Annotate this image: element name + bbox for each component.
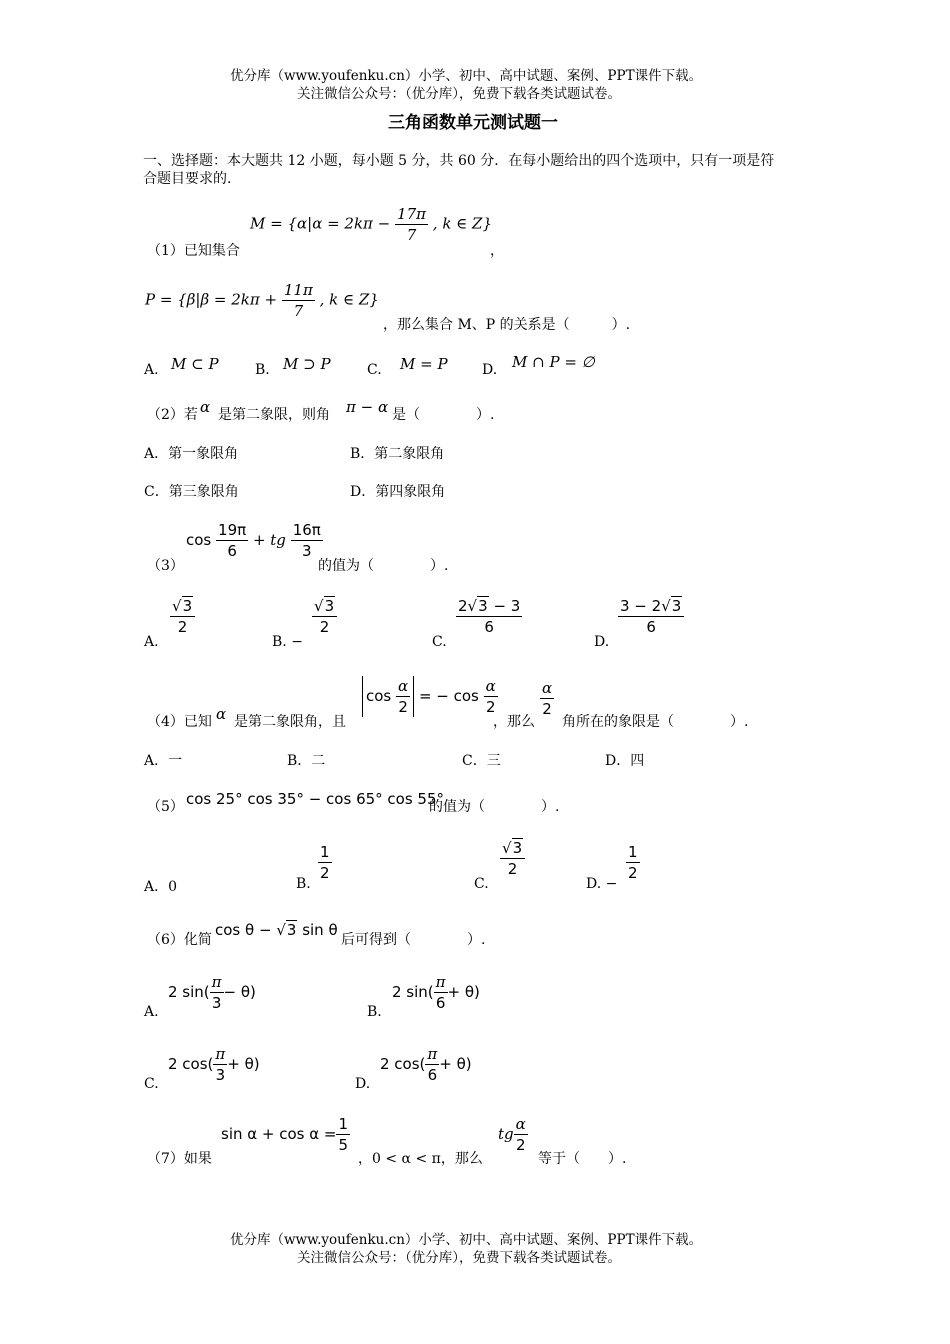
q3-label: （3） bbox=[147, 558, 184, 574]
q1-option-d: M ∩ P = ∅ bbox=[512, 353, 595, 371]
q4-condition bbox=[362, 676, 498, 717]
q6-option-c-label: C. bbox=[144, 1076, 159, 1092]
q1-set-p-lhs: P = {β|β = 2kπ + bbox=[145, 290, 278, 309]
q6-option-c-den: 3 bbox=[215, 1066, 226, 1084]
q2-alpha: α bbox=[200, 398, 211, 416]
q3-option-b-sqrt: √3 bbox=[314, 597, 335, 615]
q3-option-d-radicand: 3 bbox=[671, 597, 682, 615]
footer-line-1: 优分库（www.youfenku.cn）小学、初中、高中试题、案例、PPT课件下载。 bbox=[230, 1232, 703, 1248]
q6-option-d bbox=[380, 1044, 472, 1085]
q4-label: （4）已知 bbox=[147, 714, 212, 730]
q5-option-b bbox=[318, 842, 332, 883]
q6-option-d-frac bbox=[425, 1044, 439, 1085]
q3-option-b-radicand: 3 bbox=[324, 597, 335, 615]
q5-option-c-label: C. bbox=[474, 876, 489, 892]
q1-set-m-frac bbox=[395, 204, 428, 245]
q4-frac-1-num: α bbox=[398, 677, 409, 695]
q5-option-c-radicand: 3 bbox=[512, 839, 523, 857]
q6-option-c-frac bbox=[213, 1044, 227, 1085]
q5-option-d bbox=[626, 842, 640, 883]
q3-option-c-radicand: 3 bbox=[478, 597, 488, 615]
page-title: 三角函数单元测试题一 bbox=[388, 113, 558, 133]
q7-cond: ，0 < α < π，那么 bbox=[358, 1151, 483, 1167]
q6-sqrt: √3 bbox=[276, 921, 297, 939]
q6-option-b bbox=[392, 972, 480, 1013]
q5-option-d-num: 1 bbox=[628, 843, 638, 861]
q2-option-d: D．第四象限角 bbox=[350, 484, 446, 500]
q6-option-b-frac bbox=[434, 972, 448, 1013]
q6-expr-post: sin θ bbox=[302, 921, 338, 939]
q5-label: （5） bbox=[147, 799, 184, 815]
q3-option-b bbox=[312, 596, 337, 637]
q1-comma: ， bbox=[490, 243, 504, 259]
q3-option-b-den: 2 bbox=[319, 618, 330, 636]
q2-expr: π − α bbox=[346, 398, 389, 416]
q2-option-b: B．第二象限角 bbox=[350, 446, 445, 462]
q4-frac-2-den: 2 bbox=[485, 698, 496, 716]
q6-option-b-label: B. bbox=[367, 1004, 382, 1020]
q3-option-a-radicand: 3 bbox=[182, 597, 193, 615]
q7-tg-frac-den: 2 bbox=[515, 1136, 526, 1154]
q1-option-b: M ⊃ P bbox=[283, 355, 331, 373]
q5-option-b-num: 1 bbox=[320, 843, 330, 861]
q3-option-d-sqrt: √3 bbox=[661, 597, 682, 615]
q3-option-c-frac bbox=[456, 596, 522, 637]
q1-option-a-label: A. bbox=[144, 362, 159, 378]
q3-option-a-num bbox=[170, 596, 195, 617]
q7-tg-frac-num: α bbox=[515, 1115, 526, 1133]
q3-frac-1 bbox=[216, 520, 248, 561]
q3-option-c-num bbox=[456, 596, 522, 617]
q5-option-c-frac bbox=[500, 838, 525, 879]
q3-option-d bbox=[618, 596, 684, 637]
q6-option-d-num: π bbox=[427, 1045, 438, 1063]
section-intro-2: 合题目要求的. bbox=[143, 171, 232, 187]
q6-option-b-post: + θ) bbox=[447, 983, 480, 1001]
q3-frac-2-num: 16π bbox=[292, 521, 321, 539]
q6-tail: 后可得到（ ）. bbox=[341, 932, 486, 948]
q3-option-d-den: 6 bbox=[646, 618, 656, 636]
q3-option-d-label: D. bbox=[594, 634, 610, 650]
q7-expr-text: sin α + cos α = bbox=[221, 1125, 337, 1143]
q6-option-a-num: π bbox=[211, 973, 222, 991]
q6-option-c-pre: 2 cos( bbox=[168, 1055, 214, 1073]
q5-option-d-label: D. − bbox=[586, 876, 618, 892]
q3-option-a-label: A. bbox=[144, 634, 159, 650]
q7-label: （7）如果 bbox=[147, 1151, 212, 1167]
q6-option-b-num: π bbox=[435, 973, 446, 991]
q6-expr bbox=[215, 921, 338, 939]
q1-option-c-label: C. bbox=[367, 362, 382, 378]
q5-tail: 的值为（ ）. bbox=[429, 799, 560, 815]
q3-option-d-num bbox=[618, 596, 684, 617]
q1-set-m-rhs: , k ∈ Z} bbox=[432, 214, 493, 233]
q3-option-a bbox=[170, 596, 195, 637]
q3-option-a-den: 2 bbox=[177, 618, 188, 636]
q4-tail: 角所在的象限是（ ）. bbox=[562, 714, 749, 730]
q4-frac-2-num: α bbox=[485, 677, 496, 695]
q4-eq: = − cos bbox=[418, 687, 479, 705]
q4-frac-3 bbox=[540, 678, 554, 719]
q4-option-d: D．四 bbox=[605, 753, 645, 769]
q1-option-b-label: B. bbox=[255, 362, 270, 378]
q5-option-b-frac bbox=[318, 842, 332, 883]
q7-frac-num: 1 bbox=[338, 1115, 349, 1133]
q3-option-c-den: 6 bbox=[484, 618, 494, 636]
q6-option-d-label: D. bbox=[355, 1076, 371, 1092]
q4-frac-1-den: 2 bbox=[398, 698, 408, 716]
q3-option-b-frac bbox=[312, 596, 337, 637]
q1-set-m-num: 17π bbox=[397, 205, 426, 223]
q1-set-p-den: 7 bbox=[293, 302, 304, 320]
q5-option-d-den: 2 bbox=[628, 864, 638, 882]
q5-option-c bbox=[500, 838, 525, 879]
q6-option-a-frac bbox=[210, 972, 224, 1013]
footer-line-2: 关注微信公众号：（优分库），免费下载各类试题试卷。 bbox=[297, 1250, 621, 1266]
q6-option-d-pre: 2 cos( bbox=[380, 1055, 426, 1073]
q1-set-m-lhs: M = {α|α = 2kπ − bbox=[250, 214, 391, 233]
q4-cos: cos bbox=[366, 687, 392, 705]
q7-tail: 等于（ ）. bbox=[538, 1151, 627, 1167]
q4-abs-bars bbox=[362, 676, 414, 717]
q2-label: （2）若 bbox=[147, 407, 198, 423]
q2-option-a: A．第一象限角 bbox=[144, 446, 239, 462]
q6-option-a-post: − θ) bbox=[223, 983, 256, 1001]
q1-option-d-label: D. bbox=[482, 362, 498, 378]
q7-tg: tg bbox=[498, 1125, 514, 1143]
q6-option-c-num: π bbox=[215, 1045, 226, 1063]
q3-frac-1-num: 19π bbox=[218, 521, 247, 539]
q1-set-m bbox=[250, 204, 492, 245]
q1-option-c: M = P bbox=[400, 355, 448, 373]
q1-option-a: M ⊂ P bbox=[171, 355, 219, 373]
q3-tail: 的值为（ ）. bbox=[318, 558, 449, 574]
q7-tg-frac bbox=[514, 1114, 528, 1155]
q3-option-d-frac bbox=[618, 596, 684, 637]
q3-option-b-num bbox=[312, 596, 337, 617]
q1-set-p bbox=[145, 280, 379, 321]
q2-option-c: C．第三象限角 bbox=[144, 484, 239, 500]
q1-label: （1）已知集合 bbox=[147, 243, 240, 259]
q3-option-a-sqrt: √3 bbox=[172, 597, 193, 615]
q3-cos: cos bbox=[186, 531, 212, 549]
q1-tail: ，那么集合 M、P 的关系是（ ）. bbox=[383, 317, 631, 333]
q5-option-c-sqrt: √3 bbox=[502, 839, 523, 857]
header-line-2: 关注微信公众号：（优分库），免费下载各类试题试卷。 bbox=[297, 86, 621, 102]
q1-set-m-den: 7 bbox=[406, 226, 417, 244]
header-line-1: 优分库（www.youfenku.cn）小学、初中、高中试题、案例、PPT课件下载。 bbox=[230, 68, 703, 84]
q6-option-a bbox=[168, 972, 256, 1013]
q3-frac-2-den: 3 bbox=[301, 542, 312, 560]
q3-tg: + tg bbox=[252, 531, 286, 549]
q5-option-b-label: B. bbox=[296, 876, 311, 892]
q4-half-alpha bbox=[540, 678, 554, 719]
q3-option-b-label: B. − bbox=[272, 634, 303, 650]
q3-option-c-num-post: − 3 bbox=[493, 597, 521, 615]
q2-tail: 是（ ）. bbox=[392, 407, 495, 423]
q2-mid: 是第二象限，则角 bbox=[218, 407, 330, 423]
q5-option-b-den: 2 bbox=[320, 864, 330, 882]
q4-option-a: A．一 bbox=[144, 753, 183, 769]
q3-option-d-num-pre: 3 − 2 bbox=[620, 597, 662, 615]
q4-option-b: B．二 bbox=[287, 753, 326, 769]
q6-option-d-post: + θ) bbox=[439, 1055, 472, 1073]
q6-option-c-post: + θ) bbox=[227, 1055, 260, 1073]
q4-then: ，那么 bbox=[493, 714, 535, 730]
q1-set-p-rhs: , k ∈ Z} bbox=[319, 290, 379, 309]
q3-option-c-sqrt: √3 bbox=[467, 597, 488, 615]
q5-option-a: A．0 bbox=[144, 879, 178, 895]
q7-frac bbox=[336, 1114, 350, 1155]
q3-option-c-label: C. bbox=[432, 634, 447, 650]
q4-frac-3-den: 2 bbox=[542, 700, 552, 718]
q4-alpha: α bbox=[216, 705, 227, 723]
q6-option-b-den: 6 bbox=[435, 994, 446, 1012]
q5-option-c-num bbox=[500, 838, 525, 859]
q6-expr-pre: cos θ − bbox=[215, 921, 272, 939]
q4-mid: 是第二象限角，且 bbox=[234, 714, 346, 730]
q7-tg-expr bbox=[498, 1114, 528, 1155]
q5-option-c-den: 2 bbox=[507, 860, 518, 878]
q6-option-c bbox=[168, 1044, 260, 1085]
q6-option-a-pre: 2 sin( bbox=[168, 983, 210, 1001]
q4-frac-1 bbox=[396, 676, 410, 717]
section-intro-1: 一、选择题：本大题共 12 小题，每小题 5 分，共 60 分．在每小题给出的四个选项中，只有一项是符 bbox=[143, 153, 775, 169]
q3-option-c-num-pre: 2 bbox=[458, 597, 468, 615]
q1-set-p-num: 11π bbox=[283, 281, 313, 299]
q3-expr bbox=[186, 520, 323, 561]
q6-option-a-den: 3 bbox=[211, 994, 222, 1012]
q7-frac-den: 5 bbox=[338, 1136, 349, 1154]
q1-set-p-frac bbox=[282, 280, 315, 321]
q6-option-a-label: A. bbox=[144, 1004, 159, 1020]
q5-expr: cos 25° cos 35° − cos 65° cos 55° bbox=[186, 790, 445, 808]
q3-option-c bbox=[456, 596, 522, 637]
q6-radicand: 3 bbox=[286, 921, 297, 939]
q3-option-a-frac bbox=[170, 596, 195, 637]
q6-option-d-den: 6 bbox=[427, 1066, 438, 1084]
q3-frac-1-den: 6 bbox=[227, 542, 237, 560]
q6-option-b-pre: 2 sin( bbox=[392, 983, 434, 1001]
q4-option-c: C．三 bbox=[462, 753, 501, 769]
q6-label: （6）化简 bbox=[147, 932, 212, 948]
q4-frac-3-num: α bbox=[542, 679, 553, 697]
q7-expr bbox=[221, 1114, 350, 1155]
q5-option-d-frac bbox=[626, 842, 640, 883]
